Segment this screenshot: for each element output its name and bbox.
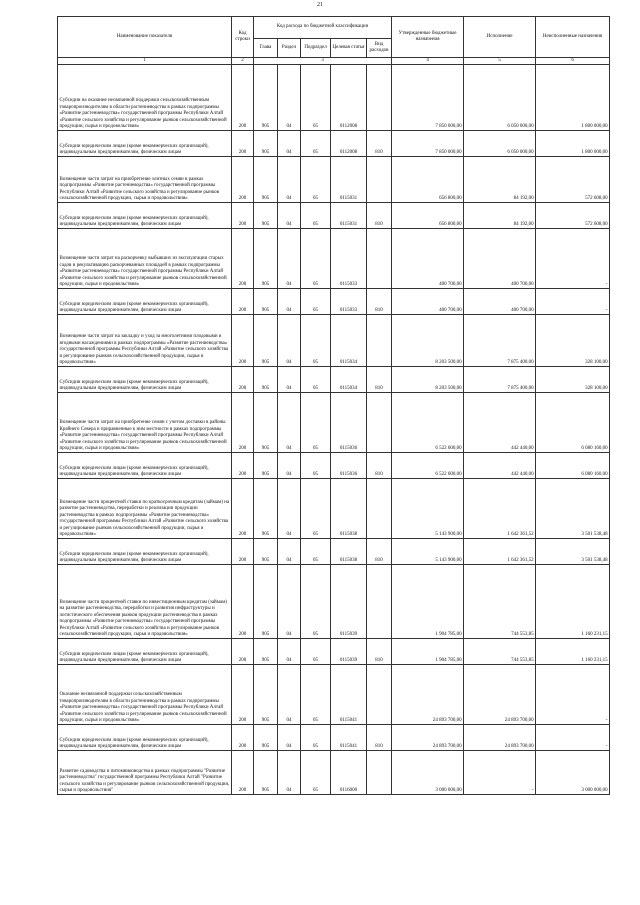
row-code: 200	[232, 751, 254, 795]
row-target: 0115039	[331, 639, 367, 665]
row-vid	[367, 157, 392, 203]
row-name: Оказание несвязанной поддержки сельскохозяйственным товаропроизводителям в области растениеводства в рамках подпрограммы «Развитие растениеводства» государственной программы Республики Алтай «Развитие сельского хозяйства и регулирование рынков сельскохозяйственной продукции, сырья и продовольствия»	[58, 665, 232, 725]
row-podrazdel: 05	[301, 725, 331, 751]
row-vid	[367, 393, 392, 453]
row-executed: 744 553,85	[464, 565, 536, 639]
row-target: 0115034	[331, 367, 367, 393]
row-vid: 810	[367, 539, 392, 565]
row-name: Возмещение части процентной ставки по инвестиционным кредитам (займам) на развитие растениеводства, переработки и развития инфраструктуры и логистического обеспечения рынков продукции растениеводства в рамках подпрограммы «Развитие растениеводства» государственной программы Республики Алтай «Развитие сельского хозяйства и регулирование рынков сельскохозяйственной продукции, сырья и продовольствия»	[58, 565, 232, 639]
column-number: 5	[464, 58, 536, 65]
row-razdel: 04	[278, 639, 301, 665]
row-approved: 7 850 000,00	[392, 131, 464, 157]
row-target: 0115033	[331, 289, 367, 315]
row-code: 200	[232, 289, 254, 315]
row-executed: 400 700,00	[464, 229, 536, 289]
row-glava: 905	[254, 751, 278, 795]
header-name: Наименование показателя	[58, 17, 232, 58]
table-row	[58, 751, 610, 795]
row-unexecuted: 1 800 000,00	[536, 131, 610, 157]
row-approved: 5 143 900,00	[392, 479, 464, 539]
row-code: 200	[232, 393, 254, 453]
row-glava: 905	[254, 203, 278, 229]
row-vid: 810	[367, 453, 392, 479]
row-unexecuted: 1 800 000,00	[536, 65, 610, 131]
row-code: 200	[232, 725, 254, 751]
row-vid: 810	[367, 639, 392, 665]
row-name: Возмещение части затрат на приобретение элитных семян в рамках подпрограммы «Развитие растениеводства» государственной программы Республики Алтай «Развитие сельского хозяйства и регулирование рынков сельскохозяйственной продукции, сырья и продовольствия»	[58, 157, 232, 203]
header-row-code: Код строки	[232, 17, 254, 58]
row-razdel: 04	[278, 393, 301, 453]
row-target: 0115038	[331, 539, 367, 565]
row-executed: 400 700,00	[464, 289, 536, 315]
row-podrazdel: 05	[301, 751, 331, 795]
row-code: 200	[232, 539, 254, 565]
row-code: 200	[232, 315, 254, 367]
row-executed: 442 440,00	[464, 393, 536, 453]
row-code: 200	[232, 65, 254, 131]
row-vid	[367, 665, 392, 725]
row-glava: 905	[254, 725, 278, 751]
row-target: 0115041	[331, 665, 367, 725]
row-executed: 7 875 400,00	[464, 367, 536, 393]
row-podrazdel: 05	[301, 453, 331, 479]
row-unexecuted: 572 608,00	[536, 157, 610, 203]
header-executed: Исполнение	[464, 17, 536, 58]
header-glava: Глава	[254, 39, 278, 58]
table-row	[58, 393, 610, 453]
row-name: Субсидии юридическим лицам (кроме некоммерческих организаций), индивидуальным предпринимателям, физическим лицам	[58, 539, 232, 565]
row-name: Субсидии юридическим лицам (кроме некоммерческих организаций), индивидуальным предпринимателям, физическим лицам	[58, 453, 232, 479]
row-target: 0112008	[331, 65, 367, 131]
row-razdel: 04	[278, 565, 301, 639]
table-row	[58, 289, 610, 315]
row-target: 0116000	[331, 751, 367, 795]
row-name: Субсидии на оказание несвязанной поддержки сельскохозяйственным товаропроизводителям в области растениеводства в рамках подпрограммы «Развитие растениеводства» государственной программы Республики Алтай «Развитие сельского хозяйства и регулирование рынков сельскохозяйственной продукции, сырья и продовольствия»	[58, 65, 232, 131]
row-executed: 1 642 361,52	[464, 479, 536, 539]
row-unexecuted: 328 100,00	[536, 367, 610, 393]
row-name: Развитие садоводства и питомниководства в рамках подпрограммы "Развитие растениеводства" государственной программы Республики Алтай "Развитие сельского хозяйства и регулирование рынков сельскохозяйственной продукции, сырья и продовольствия"	[58, 751, 232, 795]
row-vid	[367, 65, 392, 131]
row-glava: 905	[254, 157, 278, 203]
row-executed: 24 893 700,00	[464, 665, 536, 725]
row-executed: 6 050 000,00	[464, 131, 536, 157]
row-razdel: 04	[278, 131, 301, 157]
row-podrazdel: 05	[301, 289, 331, 315]
row-glava: 905	[254, 479, 278, 539]
row-code: 200	[232, 665, 254, 725]
row-target: 0115034	[331, 315, 367, 367]
row-razdel: 04	[278, 367, 301, 393]
row-unexecuted: 6 080 160,00	[536, 393, 610, 453]
row-executed: -	[464, 751, 536, 795]
table-row	[58, 315, 610, 367]
row-unexecuted: -	[536, 289, 610, 315]
row-executed: 84 192,00	[464, 157, 536, 203]
row-code: 200	[232, 131, 254, 157]
column-number: 1	[58, 58, 232, 65]
row-target: 0115038	[331, 479, 367, 539]
row-approved: 1 904 785,00	[392, 565, 464, 639]
row-approved: 656 800,00	[392, 157, 464, 203]
column-number: 4	[392, 58, 464, 65]
row-glava: 905	[254, 315, 278, 367]
budget-execution-table	[57, 16, 610, 795]
table-row	[58, 65, 610, 131]
row-code: 200	[232, 565, 254, 639]
row-code: 200	[232, 157, 254, 203]
row-vid	[367, 229, 392, 289]
row-code: 200	[232, 639, 254, 665]
row-razdel: 04	[278, 751, 301, 795]
row-unexecuted: -	[536, 725, 610, 751]
header-podrazdel: Подраздел	[301, 39, 331, 58]
row-unexecuted: 6 080 160,00	[536, 453, 610, 479]
header-unexecuted: Неисполненные назначения	[536, 17, 610, 58]
row-podrazdel: 05	[301, 479, 331, 539]
column-number: 3	[254, 58, 392, 65]
row-approved: 1 904 785,00	[392, 639, 464, 665]
row-glava: 905	[254, 367, 278, 393]
table-row	[58, 453, 610, 479]
header-target: Целевая статья	[331, 39, 367, 58]
row-unexecuted: 572 608,00	[536, 203, 610, 229]
row-approved: 5 143 900,00	[392, 539, 464, 565]
row-name: Возмещение части затрат на раскорчевку выбывших из эксплуатации старых садов и рекультивацию раскорчеванных площадей в рамках подпрограммы «Развитие растениеводства» государственной программы Республики Алтай «Развитие сельского хозяйства и регулирование рынков сельскохозяйственной продукции, сырья и продовольствия»	[58, 229, 232, 289]
row-target: 0115031	[331, 203, 367, 229]
row-name: Субсидии юридическим лицам (кроме некоммерческих организаций), индивидуальным предпринимателям, физическим лицам	[58, 203, 232, 229]
row-unexecuted: 1 160 231,15	[536, 565, 610, 639]
row-target: 0115039	[331, 565, 367, 639]
row-podrazdel: 05	[301, 157, 331, 203]
table-row	[58, 479, 610, 539]
table-body	[58, 65, 610, 795]
row-podrazdel: 05	[301, 393, 331, 453]
row-razdel: 04	[278, 289, 301, 315]
row-approved: 6 522 600,00	[392, 393, 464, 453]
row-razdel: 04	[278, 725, 301, 751]
row-podrazdel: 05	[301, 65, 331, 131]
header-vid: Вид расходов	[367, 39, 392, 58]
row-name: Субсидии юридическим лицам (кроме некоммерческих организаций), индивидуальным предпринимателям, физическим лицам	[58, 289, 232, 315]
row-glava: 905	[254, 393, 278, 453]
row-name: Субсидии юридическим лицам (кроме некоммерческих организаций), индивидуальным предпринимателям, физическим лицам	[58, 639, 232, 665]
row-vid: 810	[367, 367, 392, 393]
row-razdel: 04	[278, 157, 301, 203]
row-code: 200	[232, 479, 254, 539]
table-row	[58, 539, 610, 565]
row-vid	[367, 479, 392, 539]
row-vid: 810	[367, 131, 392, 157]
row-unexecuted: 3 000 000,00	[536, 751, 610, 795]
header-approved: Утвержденные бюджетные назначения	[392, 17, 464, 58]
row-razdel: 04	[278, 315, 301, 367]
row-podrazdel: 05	[301, 565, 331, 639]
row-razdel: 04	[278, 203, 301, 229]
row-target: 0112008	[331, 131, 367, 157]
table-row	[58, 367, 610, 393]
table-row	[58, 131, 610, 157]
row-glava: 905	[254, 565, 278, 639]
row-approved: 656 800,00	[392, 203, 464, 229]
row-podrazdel: 05	[301, 665, 331, 725]
header-razdel: Раздел	[278, 39, 301, 58]
row-razdel: 04	[278, 65, 301, 131]
row-executed: 1 642 361,52	[464, 539, 536, 565]
row-code: 200	[232, 367, 254, 393]
row-target: 0115033	[331, 229, 367, 289]
row-unexecuted: 3 501 538,48	[536, 539, 610, 565]
row-executed: 442 440,00	[464, 453, 536, 479]
table-row	[58, 565, 610, 639]
header-classification: Код расхода по бюджетной классификации	[254, 17, 392, 39]
row-unexecuted: 328 100,00	[536, 315, 610, 367]
row-target: 0115031	[331, 157, 367, 203]
row-glava: 905	[254, 131, 278, 157]
row-approved: 8 203 500,00	[392, 367, 464, 393]
table-row	[58, 665, 610, 725]
row-razdel: 04	[278, 539, 301, 565]
row-executed: 24 893 700,00	[464, 725, 536, 751]
row-approved: 3 000 000,00	[392, 751, 464, 795]
table-row	[58, 157, 610, 203]
column-number: 6	[536, 58, 610, 65]
row-podrazdel: 05	[301, 639, 331, 665]
row-approved: 24 893 700,00	[392, 665, 464, 725]
row-vid: 810	[367, 289, 392, 315]
row-approved: 8 203 500,00	[392, 315, 464, 367]
row-name: Возмещение части затрат на приобретение семян с учетом доставки в районы Крайнего Севера и приравненные к ним местности в рамках подпрограммы «Развитие растениеводства» государственной программы Республики Алтай «Развитие сельского хозяйства и регулирование рынков сельскохозяйственной продукции, сырья и продовольствия»	[58, 393, 232, 453]
row-razdel: 04	[278, 479, 301, 539]
table-row	[58, 203, 610, 229]
row-glava: 905	[254, 289, 278, 315]
row-vid: 810	[367, 725, 392, 751]
column-number: 2	[232, 58, 254, 65]
row-code: 200	[232, 229, 254, 289]
row-name: Возмещение части процентной ставки по краткосрочным кредитам (займам) на развитие растениеводства, переработки и реализации продукции растениеводства в рамках подпрограммы «Развитие растениеводства» государственной программы Республики Алтай «Развитие сельского хозяйства и регулирование рынков сельскохозяйственной продукции, сырья и продовольствия»	[58, 479, 232, 539]
row-podrazdel: 05	[301, 229, 331, 289]
row-executed: 7 875 400,00	[464, 315, 536, 367]
row-executed: 744 553,85	[464, 639, 536, 665]
row-name: Субсидии юридическим лицам (кроме некоммерческих организаций), индивидуальным предпринимателям, физическим лицам	[58, 131, 232, 157]
row-executed: 6 050 000,00	[464, 65, 536, 131]
row-glava: 905	[254, 539, 278, 565]
page-number: 21	[317, 2, 323, 8]
row-approved: 24 893 700,00	[392, 725, 464, 751]
row-razdel: 04	[278, 453, 301, 479]
row-name: Субсидии юридическим лицам (кроме некоммерческих организаций), индивидуальным предпринимателям, физическим лицам	[58, 367, 232, 393]
row-name: Субсидии юридическим лицам (кроме некоммерческих организаций), индивидуальным предпринимателям, физическим лицам	[58, 725, 232, 751]
table-row	[58, 639, 610, 665]
row-unexecuted: -	[536, 229, 610, 289]
row-podrazdel: 05	[301, 367, 331, 393]
row-razdel: 04	[278, 665, 301, 725]
row-code: 200	[232, 203, 254, 229]
row-podrazdel: 05	[301, 315, 331, 367]
row-glava: 905	[254, 639, 278, 665]
row-glava: 905	[254, 65, 278, 131]
row-podrazdel: 05	[301, 539, 331, 565]
row-glava: 905	[254, 453, 278, 479]
row-glava: 905	[254, 229, 278, 289]
row-approved: 400 700,00	[392, 229, 464, 289]
row-unexecuted: 3 501 538,48	[536, 479, 610, 539]
row-podrazdel: 05	[301, 131, 331, 157]
row-target: 0115036	[331, 393, 367, 453]
row-approved: 6 522 600,00	[392, 453, 464, 479]
row-unexecuted: -	[536, 665, 610, 725]
row-name: Возмещение части затрат на закладку и уход за многолетними плодовыми и ягодными насаждениями в рамках подпрограммы «Развитие растениеводства» государственной программы Республики Алтай «Развитие сельского хозяйства и регулирование рынков сельскохозяйственной продукции, сырья и продовольствия»	[58, 315, 232, 367]
row-target: 0115036	[331, 453, 367, 479]
row-code: 200	[232, 453, 254, 479]
table-row	[58, 229, 610, 289]
row-vid	[367, 315, 392, 367]
row-vid	[367, 565, 392, 639]
table-row	[58, 725, 610, 751]
row-razdel: 04	[278, 229, 301, 289]
row-target: 0115041	[331, 725, 367, 751]
row-executed: 84 192,00	[464, 203, 536, 229]
row-approved: 7 850 000,00	[392, 65, 464, 131]
row-glava: 905	[254, 665, 278, 725]
row-unexecuted: 1 160 231,15	[536, 639, 610, 665]
row-podrazdel: 05	[301, 203, 331, 229]
row-vid	[367, 751, 392, 795]
row-vid: 810	[367, 203, 392, 229]
row-approved: 400 700,00	[392, 289, 464, 315]
